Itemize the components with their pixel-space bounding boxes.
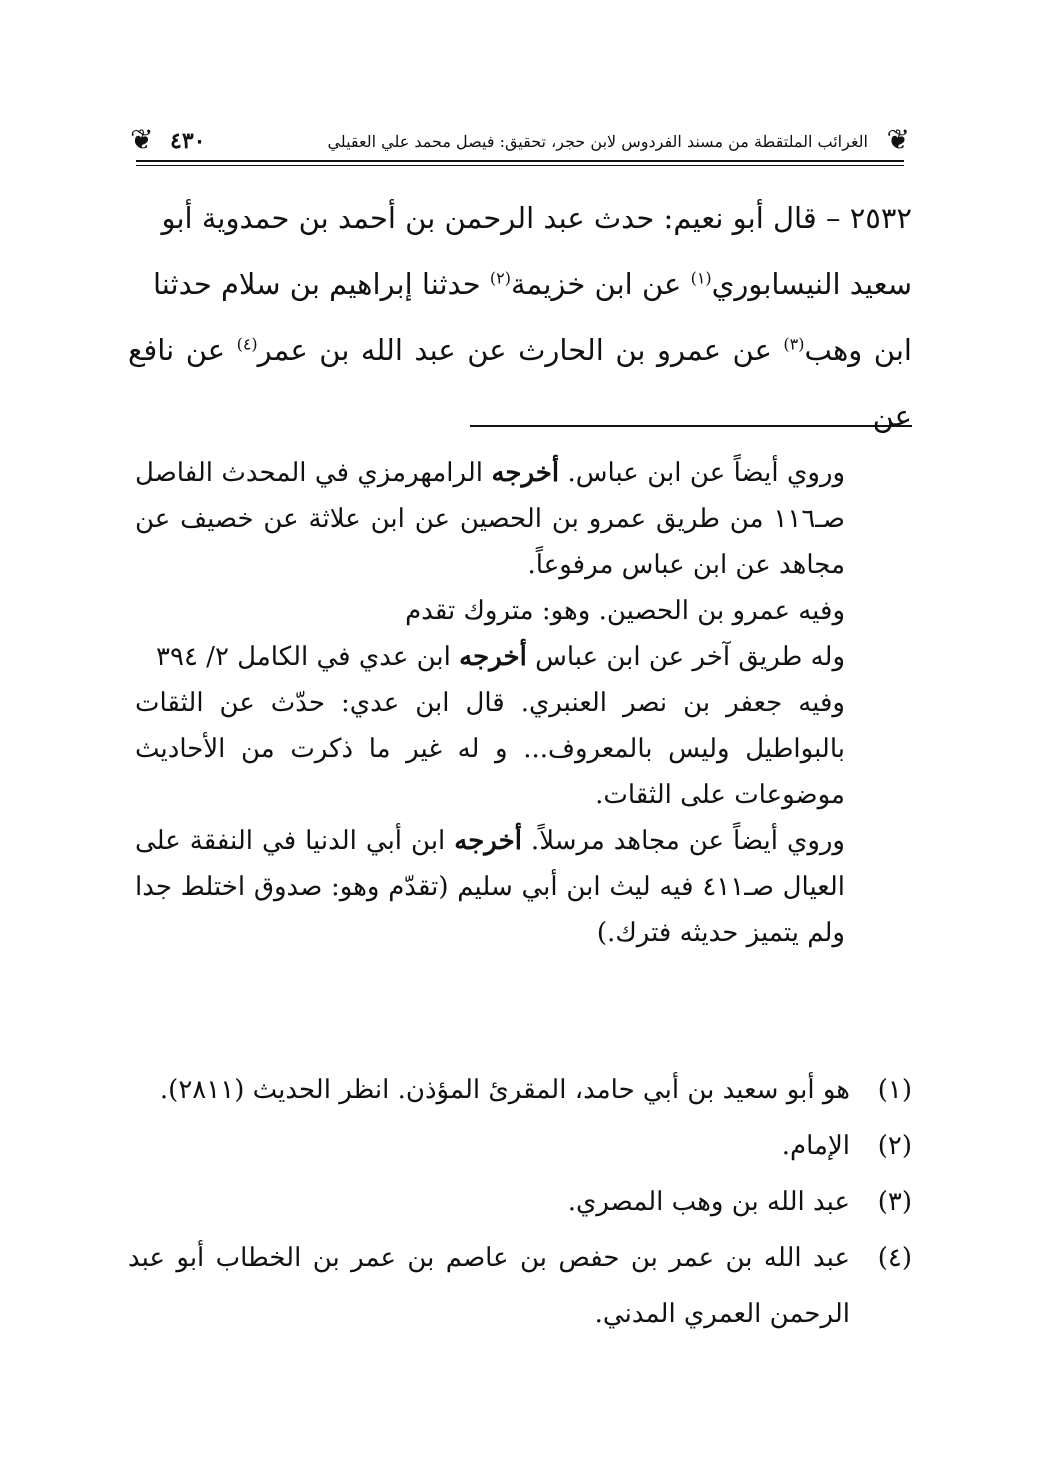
note-paragraph <box>135 680 845 818</box>
page-number: ٤٣٠ <box>170 128 206 154</box>
footnotes <box>128 1062 912 1342</box>
main-line <box>128 251 912 317</box>
text-span: وفيه جعفر بن نصر العنبري. قال ابن عدي: حدّث عن الثقات بالبواطيل وليس بالمعروف... و له غير ما ذكرت من الأحاديث موضوعات على الثقات. <box>135 688 845 810</box>
text-span: عن ابن خزيمة <box>511 267 691 301</box>
header-rule <box>136 165 904 166</box>
text-span: عن نافع عن <box>128 333 912 433</box>
floral-ornament-icon: ❦ <box>886 123 910 156</box>
takhrij-notes <box>135 450 845 956</box>
footnote-text: عبد الله بن عمر بن حفص بن عاصم بن عمر بن الخطاب أبو عبد الرحمن العمري المدني. <box>128 1243 850 1329</box>
footnote-item <box>128 1230 912 1342</box>
floral-ornament-icon: ❦ <box>130 123 154 156</box>
footnote-number: (١) <box>877 1075 912 1105</box>
text-span: عن عمرو بن الحارث عن عبد الله بن عمر <box>257 333 784 367</box>
text-span: وروي أيضاً عن مجاهد مرسلاً. <box>521 826 845 856</box>
footnote-text: عبد الله بن وهب المصري. <box>567 1187 850 1217</box>
header-rule <box>136 160 904 162</box>
text-span: ابن وهب <box>804 333 912 367</box>
running-title: الغرائب الملتقطة من مسند الفردوس لابن حجر، تحقيق: فيصل محمد علي العقيلي <box>327 132 868 151</box>
note-paragraph <box>135 634 845 680</box>
footnote-item <box>128 1062 912 1118</box>
text-span: وفيه عمرو بن الحصين. وهو: متروك تقدم <box>405 596 845 626</box>
note-paragraph <box>135 818 845 956</box>
hadith-heading: ٢٥٣٢ – قال أبو نعيم: حدث عبد الرحمن بن أحمد بن حمدوية أبو <box>161 201 912 235</box>
footnote-ref: (١) <box>690 268 712 288</box>
main-line <box>128 317 912 449</box>
footnote-separator <box>470 425 912 427</box>
bold-term: أخرجه <box>459 642 527 672</box>
text-span: ابن عدي في الكامل ٢/ ٣٩٤ <box>156 642 460 672</box>
note-paragraph <box>135 450 845 588</box>
footnote-number: (٣) <box>877 1187 912 1217</box>
main-line <box>128 185 912 251</box>
text-span: ابن أبي الدنيا في النفقة على العيال صـ٤١١ فيه ليث ابن أبي سليم (تقدّم وهو: صدوق اختلط جدا ولم يتميز حديثه فترك.) <box>135 826 845 948</box>
footnote-item <box>128 1118 912 1174</box>
footnote-number: (٤) <box>877 1243 912 1273</box>
main-text <box>128 185 912 449</box>
page-header <box>130 118 910 168</box>
footnote-item <box>128 1174 912 1230</box>
footnote-text: الإمام. <box>781 1131 850 1161</box>
bold-term: أخرجه <box>454 826 522 856</box>
footnote-text: هو أبو سعيد بن أبي حامد، المقرئ المؤذن. انظر الحديث (٢٨١١). <box>159 1075 850 1105</box>
text-span: الرامهرمزي في المحدث الفاصل صـ١١٦ من طريق عمرو بن الحصين عن ابن علاثة عن خصيف عن مجاهد عن ابن عباس مرفوعاً. <box>135 458 845 580</box>
footnote-ref: (٢) <box>489 268 511 288</box>
footnote-number: (٢) <box>877 1131 912 1161</box>
footnote-ref: (٣) <box>783 334 805 354</box>
text-span: حدثنا إبراهيم بن سلام حدثنا <box>152 267 490 301</box>
note-paragraph <box>135 588 845 634</box>
text-span: وروي أيضاً عن ابن عباس. <box>559 458 845 488</box>
bold-term: أخرجه <box>491 458 560 488</box>
text-span: سعيد النيسابوري <box>711 267 912 301</box>
text-span: وله طريق آخر عن ابن عباس <box>526 642 845 672</box>
footnote-ref: (٤) <box>236 334 258 354</box>
